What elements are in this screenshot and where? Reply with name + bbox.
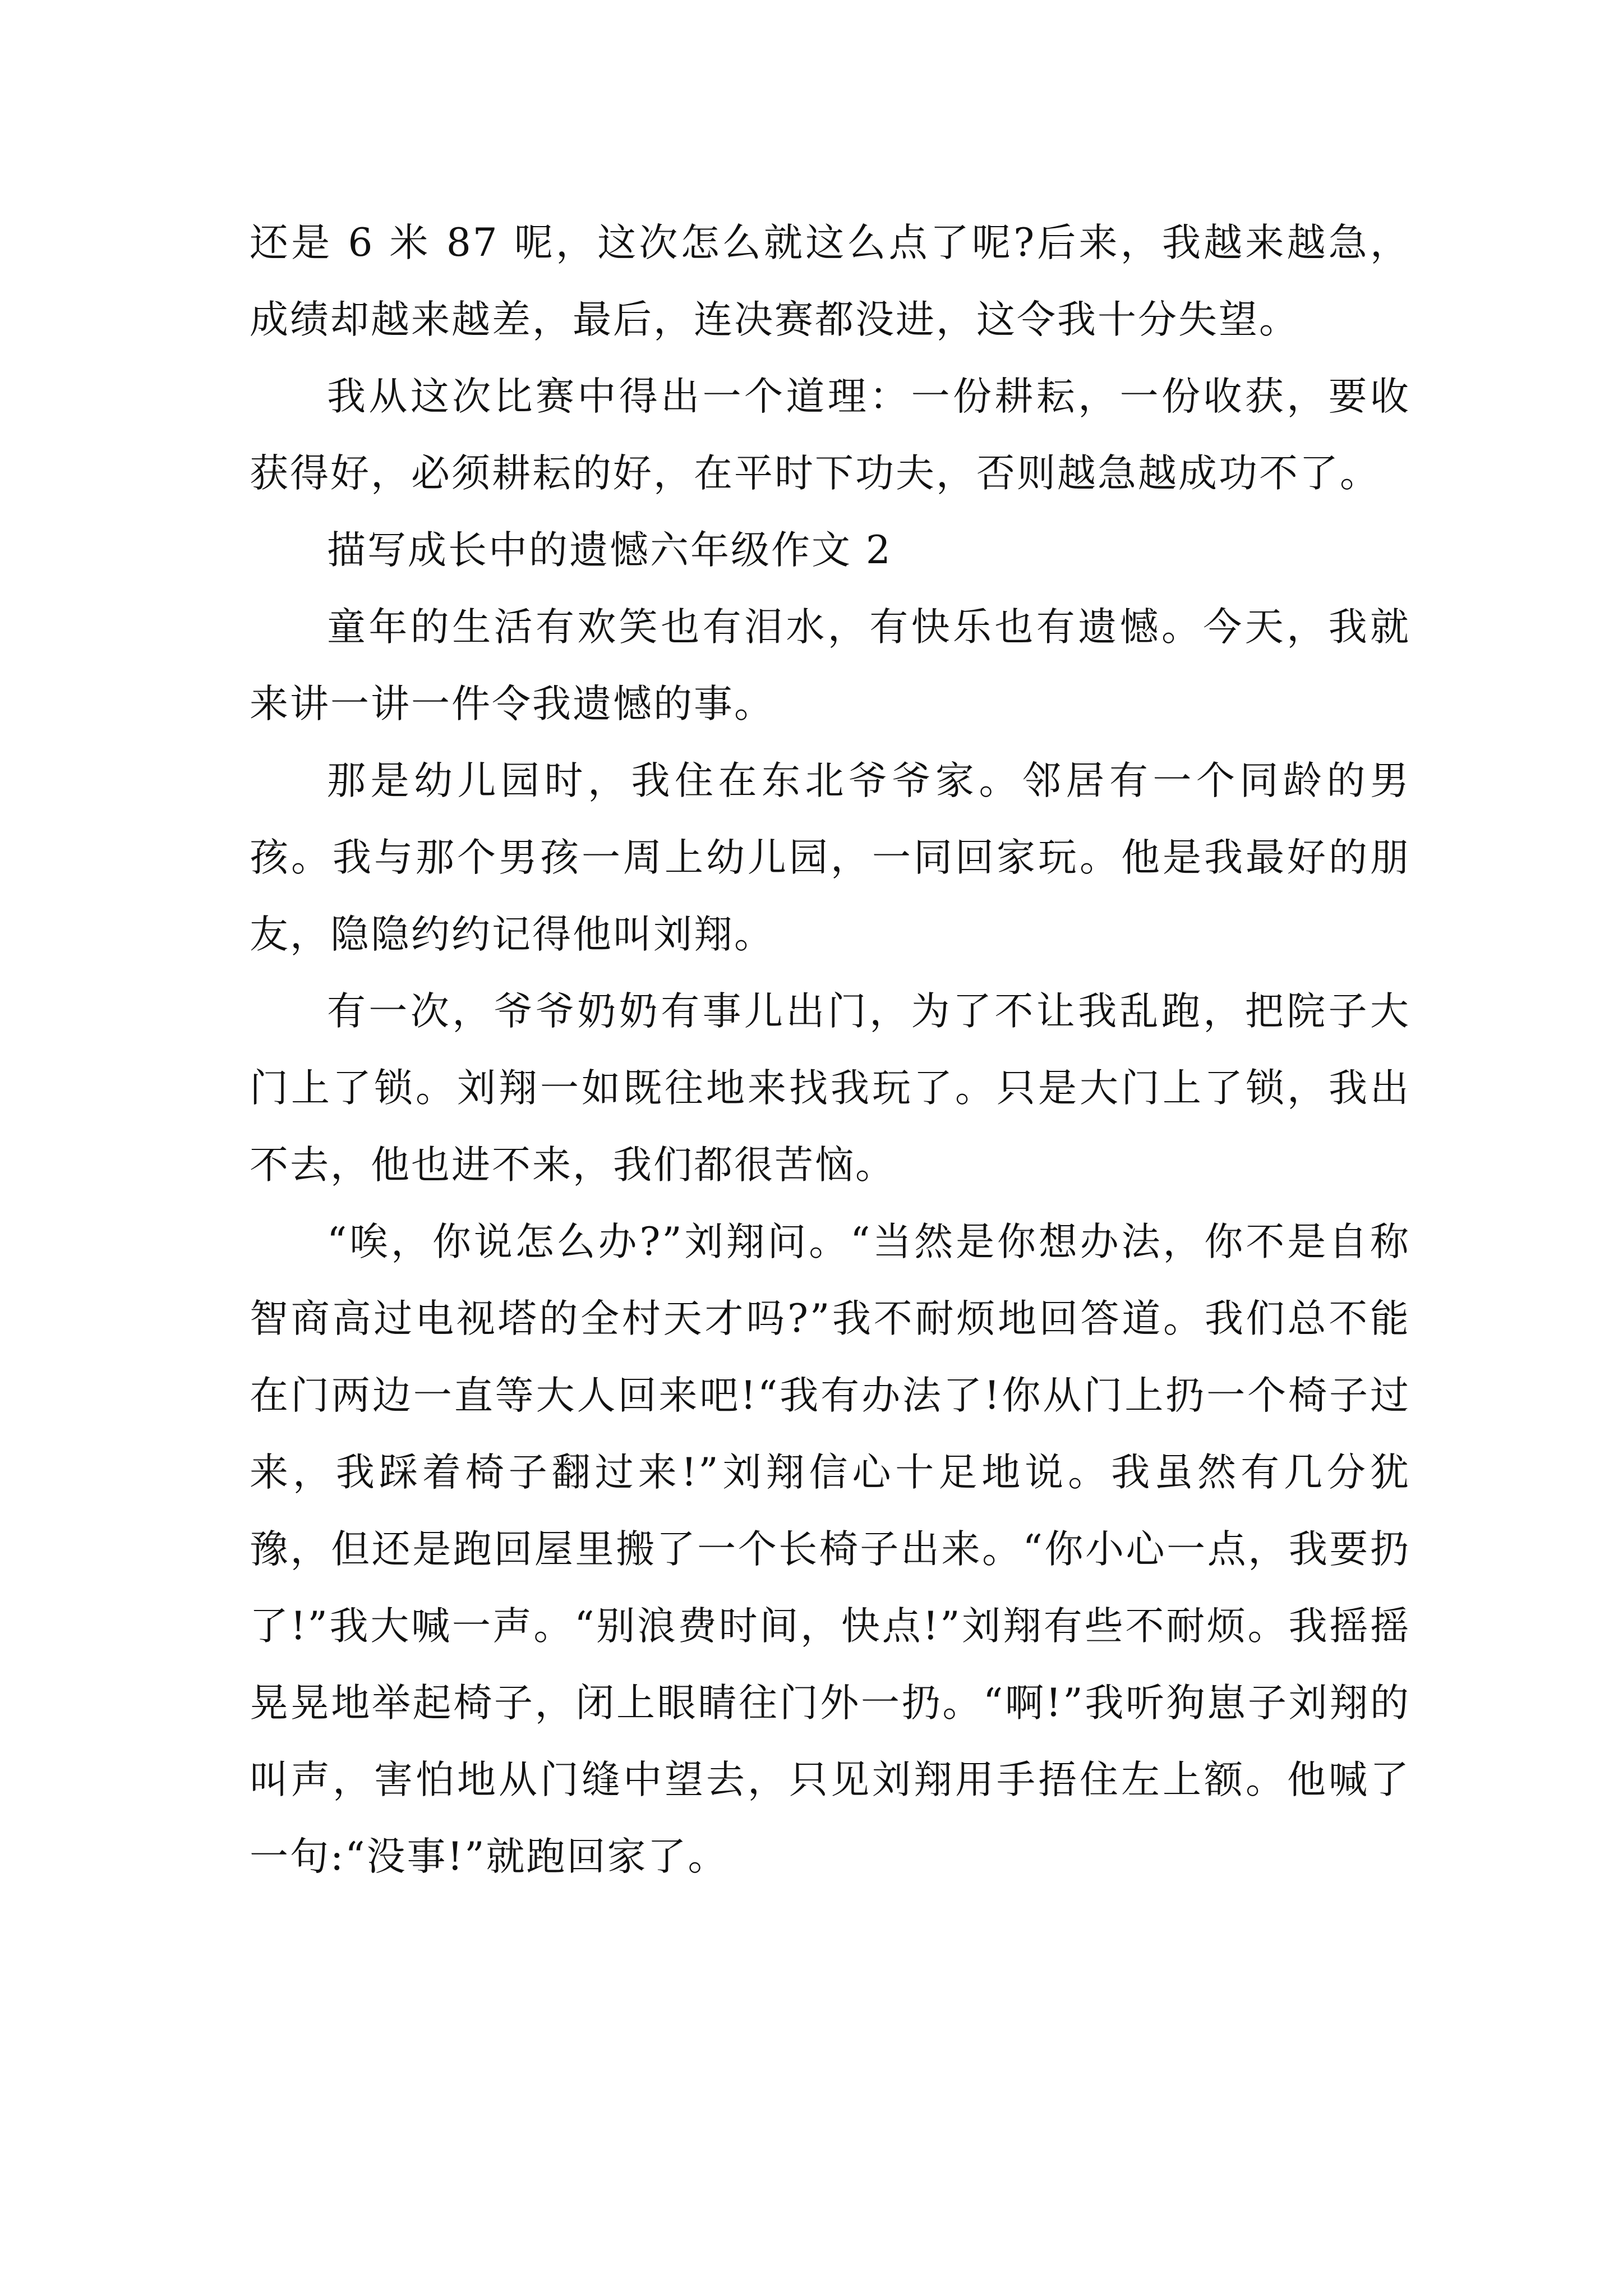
section-heading: 描写成长中的遗憾六年级作文 2 [327, 528, 892, 573]
paragraph-5: 有一次，爷爷奶奶有事儿出门，为了不让我乱跑，把院子大门上了锁。刘翔一如既往地来找我玩了。只是大门上了锁，我出不去，他也进不来，我们都很苦恼。 [250, 989, 1410, 1188]
paragraph-6: “唉，你说怎么办?”刘翔问。“当然是你想办法，你不是自称智商高过电视塔的全村天才吗?”我不耐烦地回答道。我们总不能在门两边一直等大人回来吧!“我有办法了!你从门上扔一个椅子过来，我踩着椅子翻过来!”刘翔信心十足地说。我虽然有几分犹豫，但还是跑回屋里搬了一个长椅子出来。“你小心一点，我要扔了!”我大喊一声。“别浪费时间，快点!”刘翔有些不耐烦。我摇摇晃晃地举起椅子，闭上眼睛往门外一扔。“啊!”我听狗崽子刘翔的叫声，害怕地从门缝中望去，只见刘翔用手捂住左上额。他喊了一句:“没事!”就跑回家了。 [250, 1220, 1410, 1879]
paragraph-1: 还是 6 米 87 呢，这次怎么就这么点了呢?后来，我越来越急，成绩却越来越差，最后，连决赛都没进，这令我十分失望。 [250, 220, 1410, 342]
paragraph-2: 我从这次比赛中得出一个道理：一份耕耘，一份收获，要收获得好，必须耕耘的好，在平时下功夫，否则越急越成功不了。 [250, 374, 1410, 496]
paragraph-4: 那是幼儿园时，我住在东北爷爷家。邻居有一个同龄的男孩。我与那个男孩一周上幼儿园，一同回家玩。他是我最好的朋友，隐隐约约记得他叫刘翔。 [250, 758, 1410, 957]
paragraph-3: 童年的生活有欢笑也有泪水，有快乐也有遗憾。今天，我就来讲一讲一件令我遗憾的事。 [250, 605, 1410, 726]
document-body [250, 205, 1410, 1895]
